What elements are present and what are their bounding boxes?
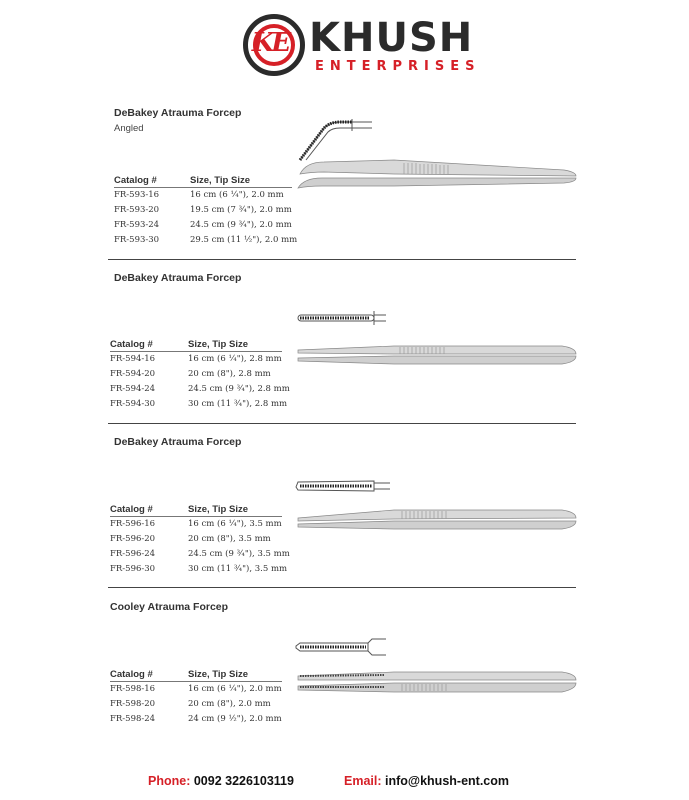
catalog-number: FR-596-20 (110, 534, 156, 544)
size-value: 16 cm (6 ¼"), 2.0 mm (188, 684, 282, 694)
catalog-number: FR-594-16 (110, 354, 156, 364)
size-value: 24.5 cm (9 ¾"), 2.8 mm (188, 384, 290, 394)
catalog-number: FR-594-30 (110, 399, 156, 409)
catalog-header: Catalog # (110, 339, 153, 350)
section-divider (108, 259, 576, 260)
catalog-number: FR-593-24 (114, 220, 160, 230)
size-value: 24 cm (9 ½"), 2.0 mm (188, 714, 282, 724)
size-header: Size, Tip Size (188, 339, 249, 350)
brand-name: KHUSH (309, 15, 474, 61)
size-value: 20 cm (8"), 2.8 mm (188, 369, 271, 379)
size-header: Size, Tip Size (188, 504, 249, 515)
catalog-number: FR-593-16 (114, 190, 160, 200)
size-value: 16 cm (6 ¼"), 3.5 mm (188, 519, 282, 529)
table-header-rule (110, 516, 282, 517)
section-title: DeBakey Atrauma Forcep (114, 272, 242, 284)
size-value: 16 cm (6 ¼"), 2.0 mm (190, 190, 284, 200)
catalog-number: FR-593-30 (114, 235, 160, 245)
size-value: 20 cm (8"), 3.5 mm (188, 534, 271, 544)
size-header: Size, Tip Size (190, 175, 251, 186)
catalog-header: Catalog # (114, 175, 157, 186)
email-link[interactable]: info@khush-ent.com (385, 774, 509, 788)
phone-label: Phone: (148, 774, 191, 788)
size-header: Size, Tip Size (188, 669, 249, 680)
section-title: DeBakey Atrauma Forcep (114, 107, 242, 119)
brand-logo (243, 14, 481, 78)
catalog-number: FR-593-20 (114, 205, 160, 215)
email-label: Email: (344, 774, 382, 788)
size-value: 24.5 cm (9 ¾"), 2.0 mm (190, 220, 292, 230)
catalog-number: FR-596-30 (110, 564, 156, 574)
table-header-rule (110, 351, 282, 352)
catalog-number: FR-594-24 (110, 384, 156, 394)
table-header-rule (110, 681, 282, 682)
section-divider (108, 587, 576, 588)
size-value: 30 cm (11 ¾"), 2.8 mm (188, 399, 288, 409)
size-value: 29.5 cm (11 ½"), 2.0 mm (190, 235, 298, 245)
straight-forcep-illustration (294, 306, 584, 376)
straight-forcep-illustration (294, 474, 584, 538)
catalog-number: FR-598-20 (110, 699, 156, 709)
section-title: DeBakey Atrauma Forcep (114, 436, 242, 448)
footer-phone (148, 774, 294, 788)
catalog-number: FR-598-16 (110, 684, 156, 694)
footer-email (344, 774, 509, 788)
catalog-header: Catalog # (110, 504, 153, 515)
section-title: Cooley Atrauma Forcep (110, 601, 229, 613)
size-value: 20 cm (8"), 2.0 mm (188, 699, 271, 709)
phone-number[interactable]: 0092 3226103119 (193, 774, 294, 788)
catalog-number: FR-596-24 (110, 549, 156, 559)
table-header-rule (114, 187, 292, 188)
catalog-number: FR-598-24 (110, 714, 156, 724)
catalog-number: FR-594-20 (110, 369, 156, 379)
size-value: 30 cm (11 ¾"), 3.5 mm (188, 564, 288, 574)
brand-tagline: ENTERPRISES (315, 59, 481, 74)
size-value: 19.5 cm (7 ¾"), 2.0 mm (190, 205, 292, 215)
section-subtitle: Angled (114, 123, 144, 134)
section-divider (108, 423, 576, 424)
size-value: 24.5 cm (9 ¾"), 3.5 mm (188, 549, 290, 559)
cooley-forcep-illustration (294, 636, 584, 700)
logo-letters: KE (251, 28, 289, 58)
angled-forcep-illustration (294, 116, 584, 196)
catalog-number: FR-596-16 (110, 519, 156, 529)
catalog-header: Catalog # (110, 669, 153, 680)
size-value: 16 cm (6 ¼"), 2.8 mm (188, 354, 282, 364)
